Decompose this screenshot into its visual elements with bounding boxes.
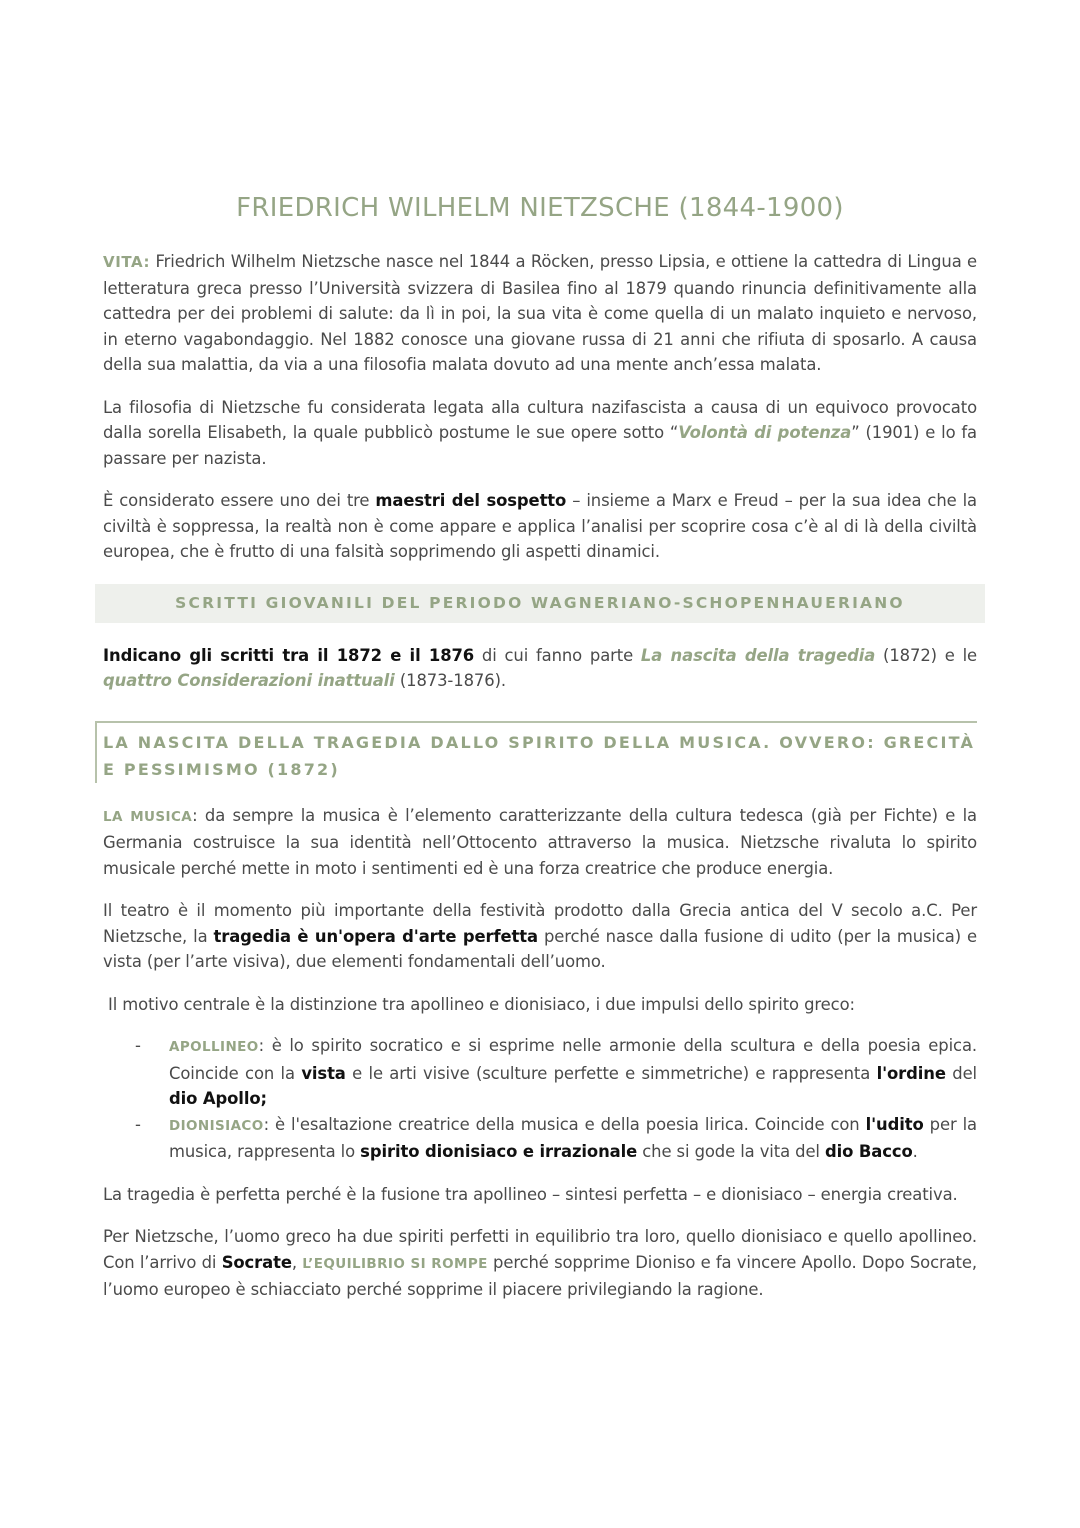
musica-paragraph <box>103 803 977 882</box>
suspicion-paragraph <box>103 488 977 565</box>
bold-run: dio Bacco <box>825 1142 913 1161</box>
nazism-paragraph <box>103 395 977 472</box>
text-run: , <box>291 1252 303 1272</box>
work-title-nascita: La nascita della tragedia <box>640 645 876 665</box>
text-run: (1873-1876). <box>394 671 506 690</box>
vita-label: VITA: <box>103 253 151 271</box>
bold-run: dio Apollo; <box>169 1089 267 1108</box>
tragedia-bold: tragedia è un'opera d'arte perfetta <box>213 926 538 946</box>
section-heading-nascita-tragedia: LA NASCITA DELLA TRAGEDIA DALLO SPIRITO DELLA MUSICA. OVVERO: GRECITÀ E PESSIMISMO (1872) <box>95 721 977 783</box>
bold-run: spirito dionisiaco e irrazionale <box>360 1142 638 1161</box>
text-run: del <box>945 1063 978 1083</box>
tragedia-paragraph: La tragedia è perfetta perché è la fusione tra apollineo – sintesi perfetta – e dionisiaco – energia creativa. <box>103 1184 958 1204</box>
dash-bullet: - <box>135 1036 141 1055</box>
apollineo-label: APOLLINEO <box>169 1039 259 1055</box>
socrate-bold: Socrate <box>221 1252 292 1272</box>
intro-bold: Indicano gli scritti tra il 1872 e il 1876 <box>103 645 475 665</box>
text-run: per la musica, rappresenta lo <box>169 1114 977 1161</box>
vita-text: Friedrich Wilhelm Nietzsche nasce nel 1844 a Röcken, presso Lipsia, e ottiene la cattedra di Lingua e letteratura greca presso l’Università svizzera di Basilea fino al 1879 quando rinuncia definitivamente alla cattedra per dei problemi di salute: da lì in poi, la sua vita è come quella di un malato inquieto e nervoso, in eterno vagabondaggio. Nel 1882 conosce una giovane russa di 21 anni che rifiuta di sposarlo. A causa della sua malattia, da via a una filosofia malata dovuto ad una mente anch’essa malata. <box>103 252 977 374</box>
text-run: perché nasce dalla fusione di udito (per la musica) e vista (per l’arte visiva), due elementi fondamentali dell’uomo. <box>103 926 977 971</box>
scritti-intro-paragraph <box>103 643 977 694</box>
musica-label: LA MUSICA <box>103 808 193 825</box>
text-run: . <box>912 1142 918 1161</box>
bold-run: l'udito <box>865 1114 924 1134</box>
text-run: : è l'esaltazione creatrice della musica e della poesia lirica. Coincide con <box>263 1114 866 1134</box>
section-heading-scritti-giovanili: SCRITTI GIOVANILI DEL PERIODO WAGNERIANO-SCHOPENHAUERIANO <box>95 584 985 623</box>
dash-bullet: - <box>135 1114 141 1134</box>
text-run: (1872) e le <box>875 645 978 665</box>
text-run: È considerato essere uno dei tre <box>103 491 376 510</box>
text-run: – insieme a Marx e Freud – per la sua idea che la civiltà è soppressa, la realtà non è come appare e applica l’analisi per scoprire cosa c’è al di là della civiltà europea, che è frutto di una falsità sopprimendo gli aspetti dinamici. <box>103 491 978 561</box>
text-run: ” (1901) e lo fa passare per nazista. <box>103 423 978 468</box>
work-title-volonta: Volontà di potenza <box>678 423 852 442</box>
text-run: : da sempre la musica è l’elemento caratterizzante della cultura tedesca (già per Fichte) e la Germania costruisce la sua identità nell’Ottocento attraverso la musica. Nietzsche rivaluta lo spirito musicale perché mette in moto i sentimenti ed è una forza creatrice che produce energia. <box>103 805 977 878</box>
list-item-dionisiaco <box>103 1112 977 1165</box>
equilibrio-label: L’EQUILIBRIO SI ROMPE <box>302 1255 488 1272</box>
maestri-sospetto: maestri del sospetto <box>375 491 567 510</box>
work-title-considerazioni: quattro Considerazioni inattuali <box>103 671 395 690</box>
text-run: di cui fanno parte <box>474 645 641 665</box>
text-run: Per Nietzsche, l’uomo greco ha due spiriti perfetti in equilibrio tra loro, quello dionisiaco e quello apollineo. Con l’arrivo di <box>103 1227 977 1272</box>
text-run: Il teatro è il momento più importante della festività prodotto dalla Grecia antica del V secolo a.C. Per Nietzsche, la <box>103 901 977 946</box>
socrate-paragraph <box>103 1224 977 1303</box>
bold-run: vista <box>301 1063 346 1083</box>
document-title: FRIEDRICH WILHELM NIETZSCHE (1844-1900) <box>236 193 844 223</box>
list-item-apollineo <box>103 1033 977 1112</box>
bold-run: l'ordine <box>876 1063 946 1083</box>
text-run: La filosofia di Nietzsche fu considerata legata alla cultura nazifascista a causa di un equivoco provocato dalla sorella Elisabeth, la quale pubblicò postume le sue opere sotto “ <box>103 397 977 442</box>
text-run: che si gode la vita del <box>637 1142 825 1161</box>
text-run: perché sopprime Dioniso e fa vincere Apollo. Dopo Socrate, l’uomo europeo è schiacciato perché sopprime il piacere privilegiando la ragione. <box>103 1252 977 1299</box>
impulses-list <box>103 1033 977 1165</box>
vita-paragraph <box>103 249 977 378</box>
teatro-paragraph <box>103 898 977 975</box>
dionisiaco-label: DIONISIACO <box>169 1117 264 1134</box>
text-run: e le arti visive (sculture perfette e simmetriche) e rappresenta <box>345 1063 877 1083</box>
motivo-paragraph: Il motivo centrale è la distinzione tra apollineo e dionisiaco, i due impulsi dello spirito greco: <box>108 994 855 1014</box>
text-run: : è lo spirito socratico e si esprime nelle armonie della scultura e della poesia epica. Coincide con la <box>169 1036 977 1083</box>
